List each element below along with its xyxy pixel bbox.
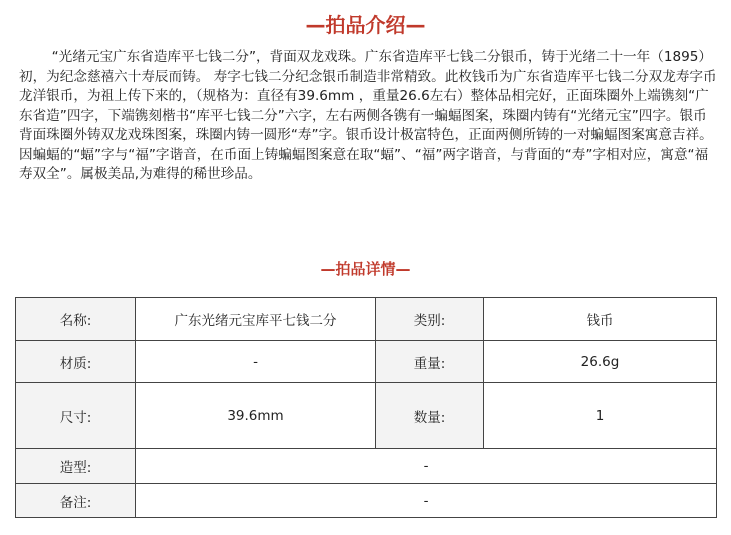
remarks-label: 备注:: [16, 484, 136, 518]
category-label: 类别:: [376, 298, 484, 341]
table-row: [16, 383, 717, 449]
table-row: [16, 298, 717, 341]
shape-label: 造型:: [16, 449, 136, 484]
size-value: 39.6mm: [136, 383, 376, 449]
table-row: [16, 341, 717, 383]
category-value: 钱币: [484, 298, 717, 341]
table-row: [16, 484, 717, 518]
intro-section-title: —拍品介绍—: [305, 13, 426, 37]
material-label: 材质:: [16, 341, 136, 383]
shape-value: -: [136, 449, 717, 484]
name-value: 广东光绪元宝库平七钱二分: [136, 298, 376, 341]
table-row: [16, 449, 717, 484]
intro-paragraph: “光绪元宝广东省造库平七钱二分”，背面双龙戏珠。广东省造库平七钱二分银币，铸于光绪二十一年（1895）初，为纪念慈禧六十寿辰而铸。 寿字七钱二分纪念银币制造非常精致。此枚钱币为广东省造库平七钱二分双龙寿字币龙洋银币，为祖上传下来的，（规格为：直径有39.6mm ，重量26.6左右）整体品相完好，正面珠圈外上端镌刻“广东省造”四字，下端镌刻楷书“库平七钱二分”六字，左右两侧各镌有一蝙蝠图案，珠圈内铸有“光绪元宝”四字。银币背面珠圈外铸双龙戏珠图案，珠圈内铸一圆形“寿”字。银币设计极富特色，正面两侧所铸的一对蝙蝠图案寓意吉祥。因蝙蝠的“蝠”字与“福”字谐音，在币面上铸蝙蝠图案意在取“蝠”、“福”两字谐音，与背面的“寿”字相对应，寓意“福寿双全”。属极美品,为难得的稀世珍品。: [19, 49, 717, 182]
details-table: [15, 297, 717, 518]
weight-value: 26.6g: [484, 341, 717, 383]
quantity-value: 1: [484, 383, 717, 449]
details-section-title: —拍品详情—: [320, 260, 411, 278]
material-value: -: [136, 341, 376, 383]
remarks-value: -: [136, 484, 717, 518]
weight-label: 重量:: [376, 341, 484, 383]
name-label: 名称:: [16, 298, 136, 341]
size-label: 尺寸:: [16, 383, 136, 449]
quantity-label: 数量:: [376, 383, 484, 449]
